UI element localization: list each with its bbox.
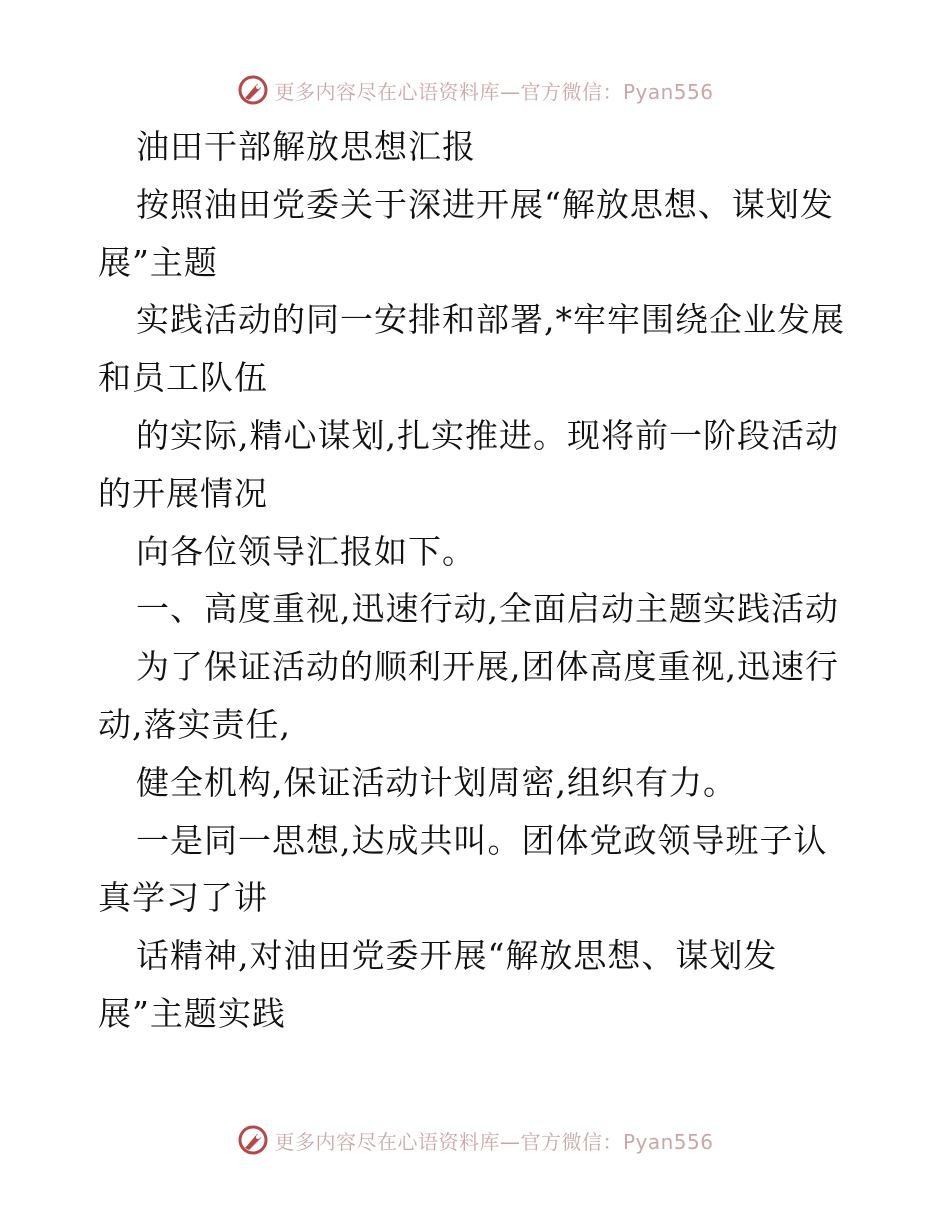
paragraph-line: 的开展情况	[98, 473, 268, 513]
header-watermark	[236, 73, 713, 107]
paragraph-line: 向各位领导汇报如下。	[136, 531, 476, 571]
footer-watermark-text: 更多内容尽在心语资料库—官方微信：Pyan556	[274, 1129, 714, 1154]
paragraph-line: 为了保证活动的顺利开展,团体高度重视,迅速行	[136, 647, 839, 687]
paragraph-line: 和员工队伍	[98, 358, 268, 398]
document-title: 油田干部解放思想汇报	[136, 127, 476, 166]
paragraph-line: 话精神,对油田党委开展“解放思想、谋划发	[136, 936, 778, 976]
paragraph-line: 展”主题实践	[98, 993, 286, 1033]
header-watermark-banner	[0, 70, 950, 110]
paragraph-line: 真学习了讲	[98, 878, 268, 918]
header-watermark-text: 更多内容尽在心语资料库—官方微信：Pyan556	[274, 79, 714, 104]
paragraph-line: 动,落实责任,	[98, 704, 291, 744]
pen-nib-logo-icon	[236, 73, 270, 107]
pen-nib-logo-icon	[236, 1123, 270, 1157]
footer-watermark	[236, 1123, 713, 1157]
section-heading: 一、高度重视,迅速行动,全面启动主题实践活动	[136, 589, 839, 629]
paragraph-line: 一是同一思想,达成共叫。团体党政领导班子认	[136, 820, 828, 860]
paragraph-line: 的实际,精心谋划,扎实推进。现将前一阶段活动	[136, 415, 839, 455]
document-body	[98, 118, 858, 1043]
footer-watermark-banner	[0, 1120, 950, 1160]
paragraph-line: 健全机构,保证活动计划周密,组织有力。	[136, 762, 737, 802]
paragraph-line: 实践活动的同一安排和部署,*牢牢围绕企业发展	[136, 300, 845, 340]
paragraph-line: 展”主题	[98, 242, 218, 282]
paragraph-line: 按照油田党委关于深进开展“解放思想、谋划发	[136, 184, 834, 224]
